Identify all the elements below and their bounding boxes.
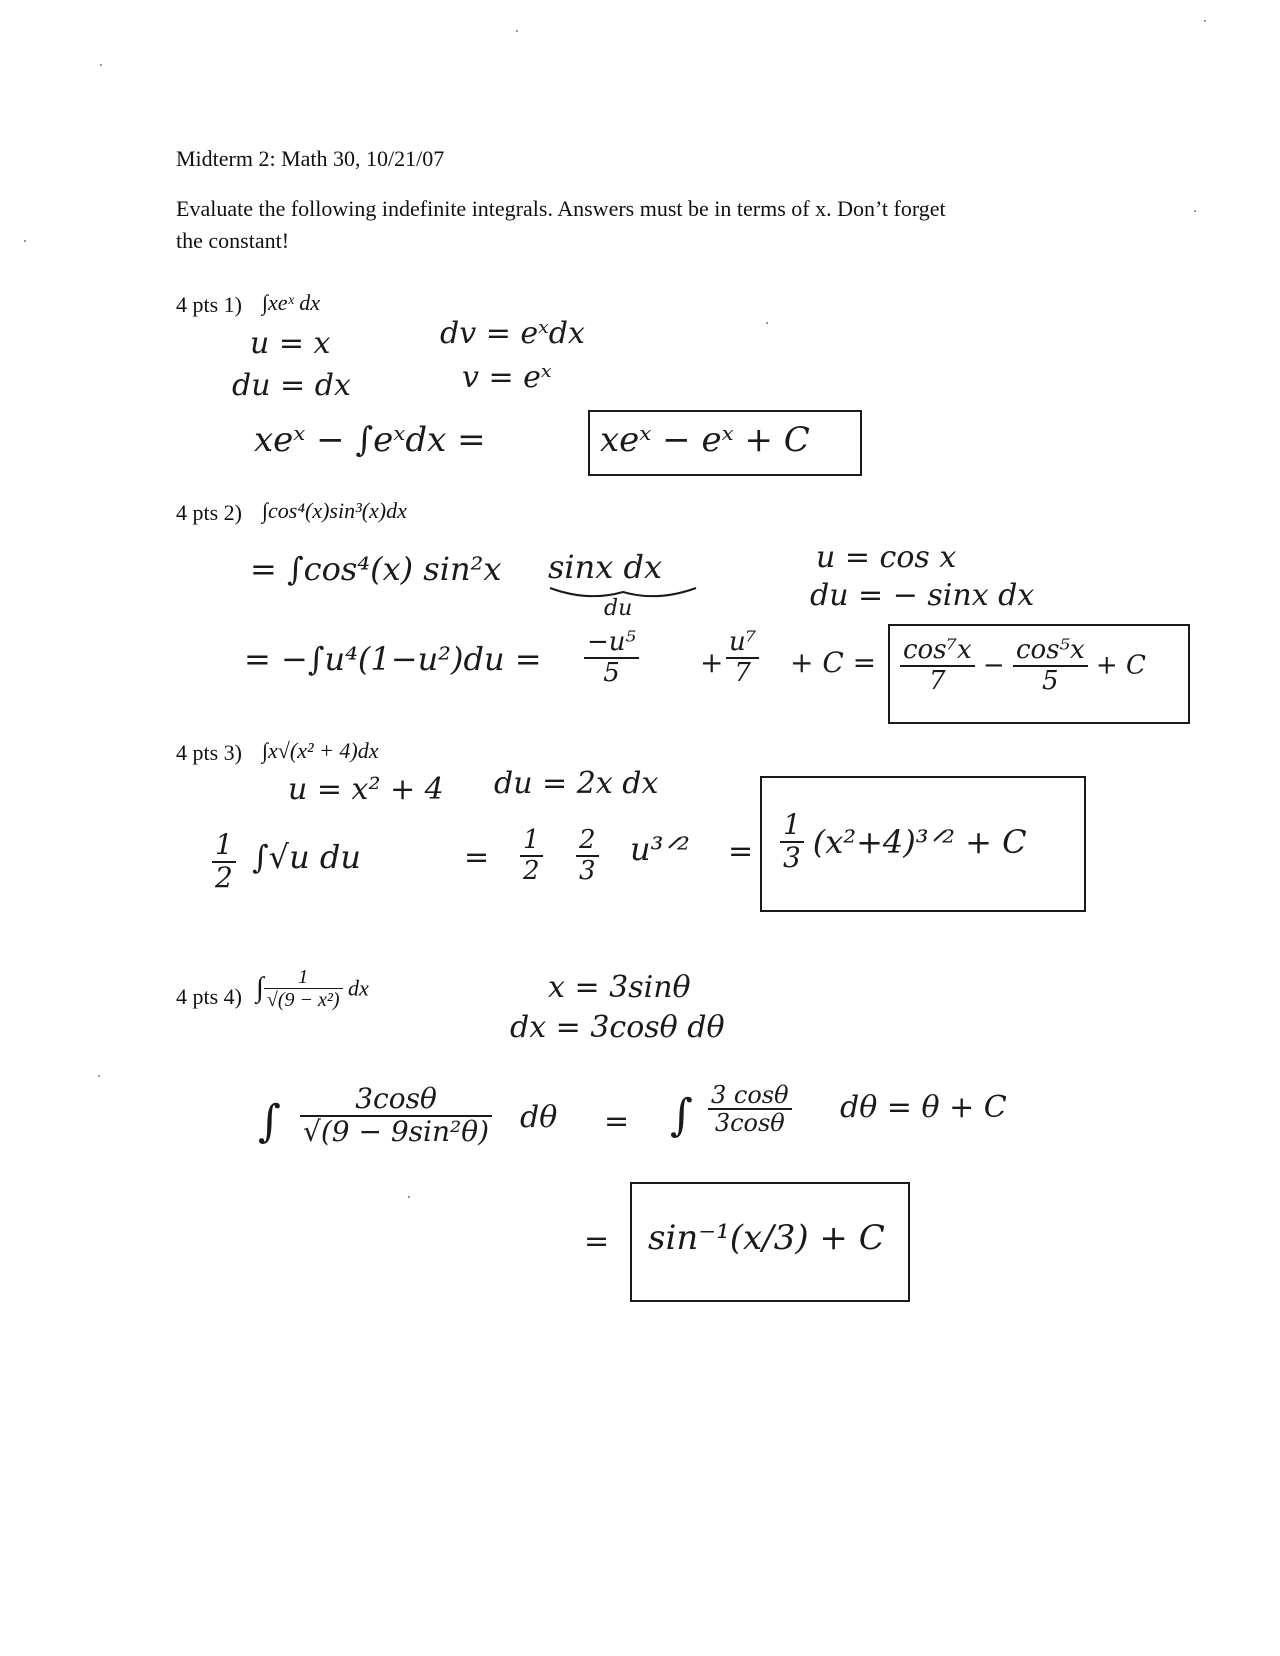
problem-3-coef-num: 1 <box>212 830 236 863</box>
problem-3-half-den: 2 <box>523 855 540 886</box>
problem-2-ans-frac1-den: 7 <box>929 665 946 696</box>
problem-1-step: xeˣ − ∫eˣdx = <box>254 420 486 460</box>
problem-4-simp-num: 3 cosθ <box>708 1082 792 1110</box>
problem-2-plus: + <box>700 646 724 679</box>
problem-1-answer: xeˣ − eˣ + C <box>600 420 810 460</box>
problem-2-sinx-dx: sinx dx <box>548 548 663 586</box>
problem-2-frac2 <box>726 628 759 687</box>
scan-speck <box>24 240 26 242</box>
problem-3-label: 4 pts 3) <box>176 740 242 765</box>
problem-3-twothirds-den: 3 <box>579 855 596 886</box>
problem-4-sub-x: x = 3sinθ <box>548 970 691 1005</box>
instructions-line-2: the constant! <box>176 228 290 253</box>
problem-4-label: 4 pts 4) <box>176 984 242 1009</box>
instructions-line-1: Evaluate the following indefinite integrals. Answers must be in terms of x. Don’t forget <box>176 196 946 221</box>
problem-3-eq2: = <box>728 834 754 869</box>
problem-4-integrand-den: √(9 − x²) <box>266 989 340 1011</box>
problem-3-integrand: ∫x√(x² + 4)dx <box>262 738 379 763</box>
scan-speck <box>408 1196 410 1198</box>
problem-4-integrand: ∫ $\frac{1}{\text{√(9 − x²)}}$ dx <box>256 966 369 1011</box>
problem-2-ans-frac2-den: 5 <box>1042 665 1059 696</box>
scan-speck <box>516 30 518 32</box>
scan-speck <box>100 64 102 66</box>
scan-speck <box>1204 20 1206 22</box>
problem-2-brace-label: du <box>604 596 633 621</box>
problem-2-frac2-num: u⁷ <box>726 628 759 659</box>
problem-4-int-den: √(9 − 9sin²θ) <box>303 1114 490 1148</box>
problem-3-sub-u: u = x² + 4 <box>288 772 444 807</box>
problem-3-eq: = <box>464 840 490 875</box>
problem-4-integrand-num: 1 <box>264 966 343 989</box>
problem-4-sub-dx: dx = 3cosθ dθ <box>510 1010 725 1045</box>
problem-4-eq: = <box>604 1104 630 1139</box>
problem-4-integrand-dx: dx <box>348 975 369 1001</box>
problem-2-ans-frac1-num: cos⁷x <box>900 636 975 667</box>
problem-3-twothirds <box>576 826 599 885</box>
problem-3-power: u³ᐟ² <box>630 830 690 868</box>
page-title: Midterm 2: Math 30, 10/21/07 <box>176 146 445 171</box>
scan-speck <box>1194 210 1196 212</box>
scan-speck <box>98 1075 100 1077</box>
problem-1-u: u = x <box>250 326 331 361</box>
problem-2-integrand: ∫cos⁴(x)sin³(x)dx <box>262 498 407 523</box>
problem-2-frac2-den: 7 <box>734 657 751 688</box>
problem-4-simp-tail: dθ = θ + C <box>840 1090 1007 1125</box>
problem-4-integral-sign: ∫ <box>258 1096 281 1147</box>
scan-speck <box>766 322 768 324</box>
problem-3-ans-body: (x²+4)³ᐟ² + C <box>812 822 1027 861</box>
problem-4-integral-sign-2: ∫ <box>670 1090 693 1141</box>
problem-2-line2: = −∫u⁴(1−u²)du = <box>244 640 542 678</box>
problem-2-frac1-den: 5 <box>603 657 620 688</box>
problem-1-v: v = eˣ <box>462 360 552 395</box>
problem-3-sub-du: du = 2x dx <box>494 766 659 801</box>
problem-3-coef <box>212 830 236 894</box>
problem-3-half-num: 1 <box>520 826 543 857</box>
problem-1-label: 4 pts 1) <box>176 292 242 317</box>
problem-3-half <box>520 826 543 885</box>
problem-4-answer: sin⁻¹(x/3) + C <box>648 1218 885 1258</box>
problem-4-int-num: 3cosθ <box>300 1084 492 1117</box>
problem-3-twothirds-num: 2 <box>576 826 599 857</box>
problem-4-simp-frac <box>708 1082 792 1137</box>
problem-2-ans-minus: − <box>982 650 1005 681</box>
problem-2-ans-c: + C <box>1095 650 1146 681</box>
problem-2-answer <box>900 636 1146 695</box>
problem-2-frac1 <box>584 628 639 687</box>
problem-3-ans-den: 3 <box>783 840 801 874</box>
problem-3-answer <box>780 810 1027 874</box>
problem-2-ans-frac2-num: cos⁵x <box>1013 636 1088 667</box>
problem-2-label: 4 pts 2) <box>176 500 242 525</box>
problem-3-coef-den: 2 <box>215 860 233 894</box>
problem-2-sub-u: u = cos x <box>816 540 957 575</box>
problem-2-plus-c: + C = <box>790 646 877 679</box>
problem-1-integrand: ∫xeˣ dx <box>262 290 321 315</box>
problem-4-dtheta: dθ <box>520 1100 558 1135</box>
problem-2-line1: = ∫cos⁴(x) sin²x <box>250 550 502 588</box>
problem-2-frac1-num: −u⁵ <box>584 628 639 659</box>
problem-1-dv: dv = eˣdx <box>440 316 585 351</box>
problem-4-int-frac <box>300 1084 492 1148</box>
problem-2-sub-du: du = − sinx dx <box>810 578 1035 613</box>
problem-1-du: du = dx <box>232 368 351 403</box>
problem-4-simp-den: 3cosθ <box>714 1109 785 1138</box>
problem-4-eq2: = <box>584 1224 610 1259</box>
problem-3-ans-num: 1 <box>780 810 804 843</box>
problem-3-integral: ∫√u du <box>252 838 361 876</box>
